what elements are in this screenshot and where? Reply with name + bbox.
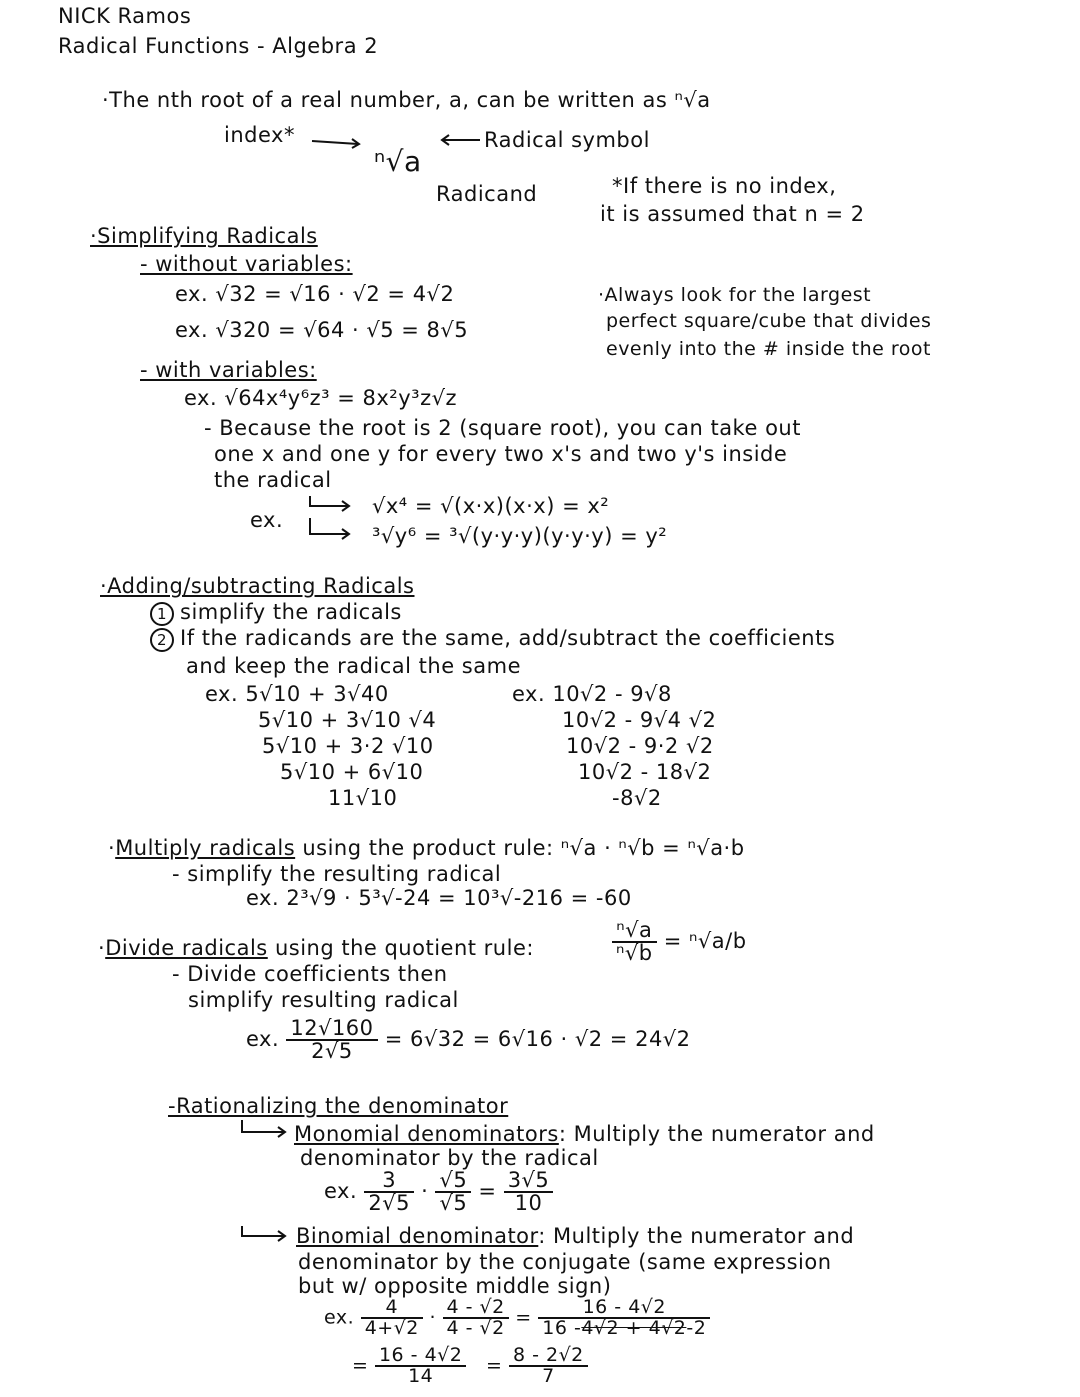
multiply-sub: - simplify the resulting radical	[172, 862, 502, 886]
add-left-line-3: 5√10 + 3·2 √10	[262, 734, 434, 758]
divide-heading: Divide radicals	[105, 936, 268, 960]
add-left-line-1: ex. 5√10 + 3√40	[205, 682, 389, 706]
binomial-rule-line-2: denominator by the conjugate (same expression	[298, 1250, 832, 1274]
monomial-f2-den: √5	[439, 1191, 468, 1215]
multiply-rule: ·Multiply radicals using the product rule: ⁿ√a · ⁿ√b = ⁿ√a·b	[108, 836, 745, 860]
divide-example	[246, 1018, 691, 1062]
multiply-rule-text: using the product rule: ⁿ√a · ⁿ√b = ⁿ√a·b	[302, 836, 745, 860]
add-right-line-5: -8√2	[612, 786, 662, 810]
binomial-f4-num: 16 - 4√2	[375, 1346, 466, 1367]
multiply-heading: Multiply radicals	[115, 836, 296, 860]
simplify-example-1: ex. √32 = √16 · √2 = 4√2	[175, 282, 455, 306]
binomial-f3-den-keep: 16 -	[542, 1317, 582, 1339]
because-line-1: - Because the root is 2 (square root), you can take out	[204, 416, 801, 440]
binomial-rule-text: : Multiply the numerator and	[538, 1224, 855, 1248]
divide-sub-1: - Divide coefficients then	[172, 962, 448, 986]
monomial-f3-den: 10	[514, 1191, 543, 1215]
add-right-line-3: 10√2 - 9·2 √2	[566, 734, 714, 758]
divide-rule-result: = ⁿ√a/b	[663, 929, 747, 953]
divide-example-denominator: 2√5	[311, 1039, 353, 1063]
binomial-f3-den	[538, 1319, 710, 1338]
variable-example-label: ex.	[250, 508, 284, 532]
adding-step-1: 1 simplify the radicals	[150, 602, 402, 626]
divide-example-numerator: 12√160	[286, 1018, 377, 1041]
binomial-rule-line-3: but w/ opposite middle sign)	[298, 1274, 612, 1298]
tip-line-3: evenly into the # inside the root	[606, 338, 931, 360]
nth-root-definition: ·The nth root of a real number, a, can be written as ⁿ√a	[102, 88, 711, 112]
divide-rule-text: using the quotient rule:	[274, 936, 534, 960]
divide-rule-fraction	[612, 920, 747, 964]
binomial-f4-den: 14	[408, 1365, 434, 1387]
rationalizing-heading: -Rationalizing the denominator	[168, 1094, 509, 1118]
divide-rule-numerator: ⁿ√a	[612, 920, 657, 943]
radical-symbol-arrow	[440, 134, 482, 146]
monomial-heading: Monomial denominators	[294, 1122, 559, 1146]
tip-line-1: ·Always look for the largest	[598, 284, 872, 306]
monomial-f2-num: √5	[435, 1170, 471, 1193]
index-note-line-2: it is assumed that n = 2	[600, 202, 865, 226]
add-right-line-1: ex. 10√2 - 9√8	[512, 682, 672, 706]
divide-rule: ·Divide radicals using the quotient rule:	[98, 936, 534, 960]
simplifying-heading: ·Simplifying Radicals	[90, 224, 318, 248]
variable-example-4: √x⁴ = √(x·x)(x·x) = x²	[372, 494, 610, 518]
index-arrow	[312, 136, 362, 148]
monomial-rule-text: : Multiply the numerator and	[558, 1122, 875, 1146]
binomial-result: = $\frac{16 - 4√2}{14}$ = $\frac{8 - 2√2}{7}$	[352, 1346, 588, 1386]
index-label: index*	[224, 123, 295, 147]
radicand-label: Radicand	[436, 182, 538, 206]
divide-example-label: ex.	[246, 1027, 280, 1051]
tip-line-2: perfect square/cube that divides	[606, 310, 932, 332]
monomial-f1-num: 3	[364, 1170, 414, 1193]
monomial-rule-line-2: denominator by the radical	[300, 1146, 599, 1170]
binomial-heading: Binomial denominator	[296, 1224, 539, 1248]
monomial-arrow	[240, 1118, 290, 1142]
because-line-2: one x and one y for every two x's and two y's inside	[214, 442, 788, 466]
binomial-f5-den: 7	[542, 1365, 555, 1387]
radical-diagram: ⁿ√a	[374, 145, 422, 178]
monomial-example-label: ex.	[324, 1179, 358, 1203]
binomial-f1-num: 4	[361, 1298, 423, 1319]
binomial-rule	[296, 1226, 854, 1247]
binomial-f5-num: 8 - 2√2	[509, 1346, 588, 1367]
divide-example-result: = 6√32 = 6√16 · √2 = 24√2	[384, 1027, 691, 1051]
monomial-f3-num: 3√5	[504, 1170, 554, 1193]
binomial-example-label: ex.	[324, 1306, 355, 1329]
monomial-rule	[294, 1124, 875, 1145]
add-right-line-4: 10√2 - 18√2	[578, 760, 712, 784]
add-left-line-4: 5√10 + 6√10	[280, 760, 424, 784]
monomial-f1-den: 2√5	[368, 1191, 410, 1215]
variable-example-5: ³√y⁶ = ³√(y·y·y)(y·y·y) = y²	[372, 524, 668, 548]
adding-step-2-text: If the radicands are the same, add/subtract the coefficients	[180, 626, 836, 650]
divide-sub-2: simplify resulting radical	[188, 988, 459, 1012]
binomial-example: ex. $\frac{4}{4+√2}$ · $\frac{4 - √2}{4 - √2}$ = $\frac{16 - 4√2}{16 -4√2 + 4√2-2}$	[324, 1298, 710, 1338]
because-line-3: the radical	[214, 468, 332, 492]
simplify-example-3: ex. √64x⁴y⁶z³ = 8x²y³z√z	[184, 386, 457, 410]
adding-step-1-text: simplify the radicals	[180, 600, 402, 624]
index-note-line-1: *If there is no index,	[612, 174, 837, 198]
simplify-example-2: ex. √320 = √64 · √5 = 8√5	[175, 318, 469, 342]
adding-heading: ·Adding/subtracting Radicals	[100, 574, 415, 598]
binomial-f3-den-end: -2	[686, 1317, 707, 1339]
binomial-f3-den-strike: 4√2 + 4√2	[581, 1317, 687, 1339]
adding-step-2: 2 If the radicands are the same, add/subtract the coefficients	[150, 628, 835, 652]
adding-step-2-line-2: and keep the radical the same	[186, 654, 521, 678]
binomial-f2-den: 4 - √2	[446, 1317, 505, 1339]
add-right-line-2: 10√2 - 9√4 √2	[562, 708, 717, 732]
binomial-f1-den: 4+√2	[364, 1317, 419, 1339]
multiply-example: ex. 2³√9 · 5³√-24 = 10³√-216 = -60	[246, 886, 632, 910]
example-arrows	[308, 494, 358, 542]
without-variables-heading: - without variables:	[140, 252, 353, 276]
add-left-line-5: 11√10	[328, 786, 398, 810]
page-title: Radical Functions - Algebra 2	[58, 34, 379, 58]
radical-symbol-label: Radical symbol	[484, 128, 650, 152]
binomial-f2-num: 4 - √2	[443, 1298, 509, 1319]
author-name: NICK Ramos	[58, 4, 192, 28]
binomial-arrow	[240, 1224, 290, 1248]
binomial-f3-num: 16 - 4√2	[538, 1298, 710, 1319]
with-variables-heading: - with variables:	[140, 358, 317, 382]
divide-rule-denominator: ⁿ√b	[616, 941, 653, 965]
monomial-example: ex. $\frac{3}{2√5}$ · $\frac{√5}{√5}$ = $\frac{3√5}{10}$	[324, 1170, 553, 1214]
add-left-line-2: 5√10 + 3√10 √4	[258, 708, 437, 732]
